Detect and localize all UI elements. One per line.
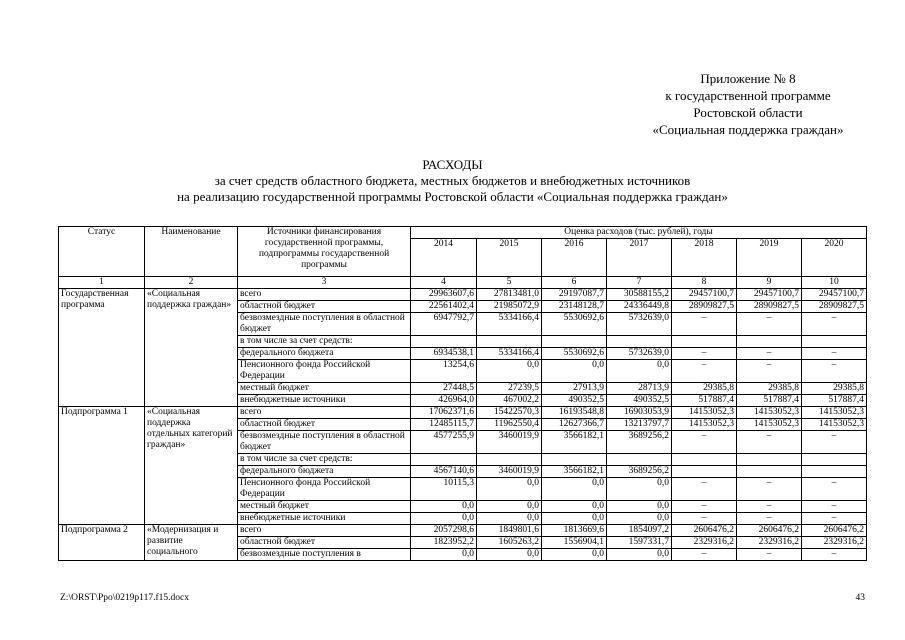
row-value-cell: 10115,3	[411, 478, 477, 501]
row-value-cell: 30588155,2	[607, 289, 672, 301]
header-year: 2017	[607, 239, 672, 277]
row-value-cell: 11962550,4	[477, 419, 542, 431]
row-value-cell	[672, 454, 737, 466]
row-value-cell: –	[672, 348, 737, 360]
header-year: 2020	[802, 239, 867, 277]
column-number: 5	[477, 277, 542, 289]
row-value-cell: –	[672, 549, 737, 561]
row-value-cell: 28909827,5	[802, 301, 867, 313]
row-value-cell: 27239,5	[477, 383, 542, 395]
row-value-cell: 3460019,9	[477, 466, 542, 478]
row-funding-source: в том числе за счет средств:	[238, 454, 411, 466]
row-value-cell: 490352,5	[607, 395, 672, 407]
row-value-cell: 14153052,3	[802, 419, 867, 431]
row-value-cell: 1605263,2	[477, 537, 542, 549]
row-funding-source: Пенсионного фонда Российской Федерации	[238, 360, 411, 383]
row-value-cell: 0,0	[477, 549, 542, 561]
footer-file-path: Z:\ORST\Ppo\0219p117.f15.docx	[60, 593, 189, 603]
appendix-line-1: Приложение № 8	[700, 71, 796, 86]
row-value-cell: 23148128,7	[542, 301, 607, 313]
row-value-cell: 28909827,5	[672, 301, 737, 313]
row-value-cell: 29385,8	[672, 383, 737, 395]
table-row	[59, 525, 867, 537]
appendix-block	[633, 70, 863, 138]
header-year: 2019	[737, 239, 802, 277]
header-source: Источники финансирования государственной программы, подпрограммы государственной программы	[238, 227, 411, 277]
row-value-cell	[802, 336, 867, 348]
row-value-cell: 22561402,4	[411, 301, 477, 313]
row-value-cell: 5530692,6	[542, 313, 607, 336]
row-value-cell: 4577255,9	[411, 431, 477, 454]
row-value-cell: 0,0	[411, 501, 477, 513]
row-value-cell: 0,0	[542, 478, 607, 501]
row-value-cell: 517887,4	[737, 395, 802, 407]
row-value-cell: 3689256,2	[607, 431, 672, 454]
header-name: Наименование	[145, 227, 238, 277]
row-funding-source: безвозмездные поступления в областной бюджет	[238, 431, 411, 454]
row-value-cell: 5732639,0	[607, 348, 672, 360]
row-value-cell: 14153052,3	[802, 407, 867, 419]
row-value-cell	[737, 466, 802, 478]
row-value-cell: 0,0	[607, 513, 672, 525]
row-value-cell: –	[737, 549, 802, 561]
row-value-cell: –	[737, 360, 802, 383]
row-value-cell	[411, 336, 477, 348]
row-value-cell: 29385,8	[802, 383, 867, 395]
row-value-cell: 1854097,2	[607, 525, 672, 537]
row-value-cell: 28713,9	[607, 383, 672, 395]
row-value-cell: 0,0	[607, 501, 672, 513]
row-funding-source: всего	[238, 289, 411, 301]
row-value-cell: 1597331,7	[607, 537, 672, 549]
row-value-cell: 4567140,6	[411, 466, 477, 478]
header-year: 2016	[542, 239, 607, 277]
row-value-cell: 0,0	[477, 478, 542, 501]
row-value-cell: 0,0	[607, 549, 672, 561]
row-funding-source: местный бюджет	[238, 501, 411, 513]
row-value-cell: 13254,6	[411, 360, 477, 383]
appendix-line-4: «Социальная поддержка граждан»	[652, 122, 844, 137]
row-value-cell: –	[672, 313, 737, 336]
row-value-cell: –	[802, 431, 867, 454]
row-value-cell	[802, 466, 867, 478]
row-value-cell: –	[672, 360, 737, 383]
row-value-cell: 2329316,2	[672, 537, 737, 549]
row-value-cell: –	[802, 348, 867, 360]
table-body	[59, 289, 867, 561]
row-value-cell: 0,0	[477, 513, 542, 525]
row-value-cell	[737, 454, 802, 466]
row-value-cell: 2606476,2	[737, 525, 802, 537]
row-value-cell: –	[802, 513, 867, 525]
row-value-cell: –	[737, 513, 802, 525]
row-value-cell: –	[802, 549, 867, 561]
row-program-name: «Социальная поддержка отдельных категорий граждан»	[145, 407, 238, 525]
column-number: 4	[411, 277, 477, 289]
row-funding-source: безвозмездные поступления в	[238, 549, 411, 561]
row-value-cell: 13213797,7	[607, 419, 672, 431]
document-heading	[0, 157, 905, 205]
row-value-cell: 16193548,8	[542, 407, 607, 419]
column-number: 6	[542, 277, 607, 289]
column-number: 8	[672, 277, 737, 289]
row-value-cell: 517887,4	[802, 395, 867, 407]
row-funding-source: областной бюджет	[238, 301, 411, 313]
row-funding-source: федерального бюджета	[238, 466, 411, 478]
row-value-cell: 6934538,1	[411, 348, 477, 360]
row-value-cell: –	[802, 313, 867, 336]
row-value-cell: 24336449,8	[607, 301, 672, 313]
row-value-cell: 6947792,7	[411, 313, 477, 336]
row-value-cell: 1849801,6	[477, 525, 542, 537]
row-value-cell: 426964,0	[411, 395, 477, 407]
row-value-cell: 490352,5	[542, 395, 607, 407]
column-number: 1	[59, 277, 145, 289]
header-year: 2015	[477, 239, 542, 277]
row-value-cell: 5334166,4	[477, 348, 542, 360]
row-value-cell: –	[672, 501, 737, 513]
row-value-cell: 1823952,2	[411, 537, 477, 549]
row-value-cell: –	[672, 478, 737, 501]
row-value-cell: 0,0	[477, 501, 542, 513]
row-value-cell	[672, 336, 737, 348]
row-value-cell: –	[802, 501, 867, 513]
header-year: 2018	[672, 239, 737, 277]
expenditure-table	[58, 226, 867, 561]
row-value-cell: 27813481,0	[477, 289, 542, 301]
row-value-cell: –	[672, 513, 737, 525]
row-value-cell: 12627366,7	[542, 419, 607, 431]
row-value-cell	[672, 466, 737, 478]
row-value-cell: 2329316,2	[802, 537, 867, 549]
row-funding-source: всего	[238, 525, 411, 537]
row-value-cell: 5530692,6	[542, 348, 607, 360]
row-funding-source: внебюджетные источники	[238, 513, 411, 525]
row-value-cell: 3566182,1	[542, 466, 607, 478]
column-number: 2	[145, 277, 238, 289]
row-funding-source: областной бюджет	[238, 419, 411, 431]
row-value-cell: 14153052,3	[672, 419, 737, 431]
row-value-cell: 517887,4	[672, 395, 737, 407]
row-value-cell: 0,0	[411, 513, 477, 525]
row-value-cell: 17062371,6	[411, 407, 477, 419]
row-value-cell: 0,0	[607, 478, 672, 501]
row-value-cell	[607, 336, 672, 348]
row-program-name: «Модернизация и развитие социального	[145, 525, 238, 561]
table-row	[59, 289, 867, 301]
row-status: Подпрограмма 1	[59, 407, 145, 525]
row-value-cell: 27913,9	[542, 383, 607, 395]
row-value-cell: 14153052,3	[737, 407, 802, 419]
row-funding-source: Пенсионного фонда Российской Федерации	[238, 478, 411, 501]
row-funding-source: внебюджетные источники	[238, 395, 411, 407]
row-value-cell	[802, 454, 867, 466]
row-value-cell: 0,0	[542, 513, 607, 525]
row-status: Государственная программа	[59, 289, 145, 407]
row-value-cell: 29457100,7	[737, 289, 802, 301]
row-value-cell: 29457100,7	[672, 289, 737, 301]
row-funding-source: всего	[238, 407, 411, 419]
column-number: 9	[737, 277, 802, 289]
row-value-cell: –	[802, 478, 867, 501]
row-value-cell: 5732639,0	[607, 313, 672, 336]
row-value-cell: 29385,8	[737, 383, 802, 395]
row-value-cell	[607, 454, 672, 466]
row-value-cell: –	[737, 478, 802, 501]
document-subtitle-2: на реализацию государственной программы Ростовской области «Социальная поддержка граждан»	[177, 189, 728, 204]
row-value-cell: 28909827,5	[737, 301, 802, 313]
row-value-cell: 3566182,1	[542, 431, 607, 454]
row-value-cell: 467002,2	[477, 395, 542, 407]
column-number: 10	[802, 277, 867, 289]
row-value-cell: 0,0	[542, 360, 607, 383]
footer-page-number: 43	[855, 593, 865, 603]
row-value-cell: 15422570,3	[477, 407, 542, 419]
row-value-cell: 27448,5	[411, 383, 477, 395]
row-value-cell: 3460019,9	[477, 431, 542, 454]
row-value-cell	[477, 454, 542, 466]
row-value-cell: –	[737, 313, 802, 336]
column-number: 7	[607, 277, 672, 289]
row-value-cell: –	[737, 501, 802, 513]
header-status: Статус	[59, 227, 145, 277]
row-funding-source: федерального бюджета	[238, 348, 411, 360]
appendix-line-2: к государственной программе	[665, 88, 831, 103]
row-value-cell: –	[672, 431, 737, 454]
row-value-cell: 14153052,3	[672, 407, 737, 419]
row-funding-source: местный бюджет	[238, 383, 411, 395]
row-value-cell: 0,0	[607, 360, 672, 383]
header-estimate: Оценка расходов (тыс. рублей), годы	[411, 227, 867, 239]
row-value-cell: 21985072,9	[477, 301, 542, 313]
row-value-cell	[542, 454, 607, 466]
header-year: 2014	[411, 239, 477, 277]
row-value-cell: 12485115,7	[411, 419, 477, 431]
row-value-cell: 2057298,6	[411, 525, 477, 537]
row-value-cell: 2329316,2	[737, 537, 802, 549]
row-value-cell: 14153052,3	[737, 419, 802, 431]
row-value-cell: 29963607,6	[411, 289, 477, 301]
row-value-cell: 29197087,7	[542, 289, 607, 301]
appendix-line-3: Ростовской области	[693, 105, 803, 120]
row-funding-source: в том числе за счет средств:	[238, 336, 411, 348]
row-value-cell: 16903053,9	[607, 407, 672, 419]
row-value-cell: –	[737, 348, 802, 360]
table-row	[59, 407, 867, 419]
row-value-cell: 3689256,2	[607, 466, 672, 478]
row-value-cell: 2606476,2	[802, 525, 867, 537]
row-value-cell: 1813669,6	[542, 525, 607, 537]
row-funding-source: безвозмездные поступления в областной бюджет	[238, 313, 411, 336]
row-value-cell: –	[737, 431, 802, 454]
row-value-cell: 5334166,4	[477, 313, 542, 336]
row-value-cell: 0,0	[477, 360, 542, 383]
document-subtitle-1: за счет средств областного бюджета, местных бюджетов и внебюджетных источников	[214, 173, 691, 188]
row-value-cell: 0,0	[542, 501, 607, 513]
row-value-cell: 1556904,1	[542, 537, 607, 549]
document-title: РАСХОДЫ	[422, 157, 483, 172]
row-value-cell	[737, 336, 802, 348]
row-value-cell: 0,0	[411, 549, 477, 561]
row-value-cell: –	[802, 360, 867, 383]
row-value-cell: 2606476,2	[672, 525, 737, 537]
row-value-cell	[542, 336, 607, 348]
row-value-cell	[477, 336, 542, 348]
row-status: Подпрограмма 2	[59, 525, 145, 561]
column-number: 3	[238, 277, 411, 289]
row-funding-source: областной бюджет	[238, 537, 411, 549]
row-value-cell: 29457100,7	[802, 289, 867, 301]
row-value-cell: 0,0	[542, 549, 607, 561]
row-program-name: «Социальная поддержка граждан»	[145, 289, 238, 407]
row-value-cell	[411, 454, 477, 466]
